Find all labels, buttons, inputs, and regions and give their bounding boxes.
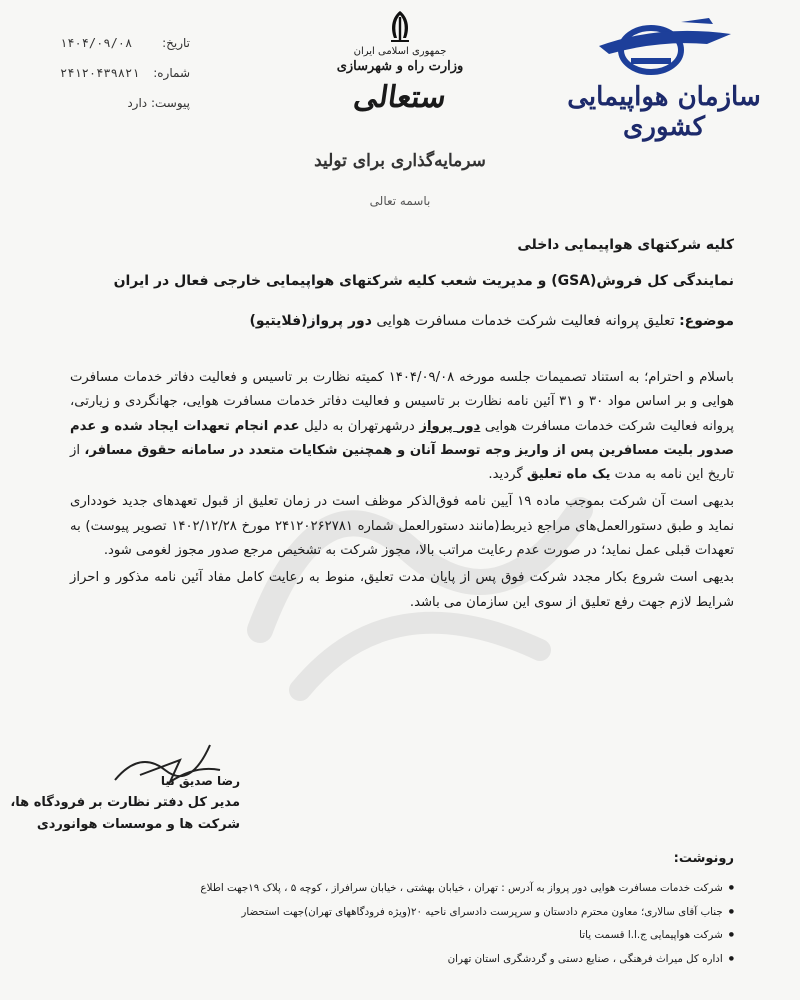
company-name: دور پرواز — [419, 418, 481, 434]
date-value: ۱۴۰۴/۰۹/۰۸ — [60, 36, 133, 50]
body-paragraph-2: بدیهی است آن شرکت بموجب ماده ۱۹ آیین نامه فوق‌الذکر موظف است در زمان تعلیق از قبول تعهدهای جدید خودداری نماید و طبق دستورالعمل‌های مراجع ذیربط(مانند دستورالعمل شماره ۲۴۱۲۰۲۶۲۷۸۱ مورخ ۱۴۰۲/۱۲/۲۸ تصویر پیوست) به تعهدات قبلی عمل نماید؛ در صورت عدم رعایت مراتب بالا، مجوز شرکت به تشخیص مرجع صدور مجوز لغومی شود. — [70, 494, 735, 559]
copies-title: رونوشت: — [673, 851, 734, 866]
suspension-period: یک ماه تعلیق — [526, 467, 611, 483]
letter-meta — [60, 28, 190, 118]
government-header — [300, 8, 500, 115]
signatory-name: رضا صدیق نیا — [160, 774, 240, 788]
attachment-label: پیوست: دارد — [127, 96, 190, 110]
date-row — [60, 28, 190, 58]
subject-company: دور پرواز(فلایتیو) — [249, 313, 372, 329]
year-slogan: سرمایه‌گذاری برای تولید — [314, 151, 486, 171]
recipient-line-2: نمایندگی کل فروش(GSA) و مدیریت شعب کلیه شرکتهای هواپیمایی خارجی فعال در ایران — [113, 273, 734, 289]
subject-text: تعلیق پروانه فعالیت شرکت خدمات مسافرت هوایی — [376, 313, 675, 329]
list-item: ● اداره کل میراث فرهنگی ، صنایع دستی و گردشگری استان تهران — [200, 947, 734, 971]
copies-list — [200, 876, 734, 970]
list-item: ● شرکت خدمات مسافرت هوایی دور پرواز به آدرس : تهران ، خیابان بهشتی ، خیابان سرافراز ، کوچه ۵ ، پلاک ۱۹جهت اطلاع — [200, 876, 734, 900]
republic-label: جمهوری اسلامی ایران — [353, 46, 447, 57]
body-paragraph-1: باسلام و احترام؛ به استناد تصمیمات جلسه مورخه ۱۴۰۴/۰۹/۰۸ کمیته نظارت بر تاسیس و فعالیت دفاتر خدمات مسافرت هوایی و بر اساس مواد ۳۰ و ۳۱ آئین نامه نظارت بر تاسیس و فعالیت دفاتر خدمات مسافرت هوایی، جهانگردی و زیارتی، پروانه فعالیت شرکت خدمات مسافرت هوایی دور پرواز درشهرتهران به دلیل عدم انجام تعهدات ایجاد شده و عدم صدور بلیت مسافرین پس از واریز وجه توسط آنان و همچنین شکایات متعدد در سامانه حقوق مسافر، از تاریخ این نامه به مدت یک ماه تعلیق گردید. — [70, 370, 734, 483]
list-item: ● شرکت هواپیمایی ج.ا.ا قسمت یاتا — [200, 923, 734, 947]
bism-line: باسمه تعالی — [369, 194, 431, 208]
signatory-title-2: شرکت ها و موسسات هوانوردی — [36, 817, 240, 832]
letter-body — [70, 366, 734, 615]
body-paragraph-3: بدیهی است شروع بکار مجدد شرکت فوق پس از پایان مدت تعلیق، منوط به رعایت کامل مفاد آئین نامه مذکور و احراز شرایط لازم جهت رفع تعلیق از سوی این سازمان می باشد. — [70, 570, 734, 610]
org-logo-block — [564, 10, 764, 142]
attachment-row — [60, 88, 190, 118]
signature-block — [10, 770, 240, 836]
recipient-line-1: کلیه شرکتهای هواپیمایی داخلی — [517, 237, 734, 253]
subject-label: موضوع: — [679, 313, 734, 329]
org-name: سازمان هواپیمایی کشوری — [567, 82, 761, 142]
tatal-mark: ستعالی — [351, 80, 449, 115]
number-row — [60, 58, 190, 88]
subject-line — [250, 313, 734, 329]
civil-aviation-logo-icon — [589, 10, 739, 78]
ministry-label: وزارت راه و شهرسازی — [336, 59, 464, 74]
number-label: شماره: — [153, 66, 190, 80]
list-item: ● جناب آقای سالاری؛ معاون محترم دادستان و سرپرست دادسرای ناحیه ۲۰(ویژه فرودگاههای تهران)جهت استحضار — [200, 900, 734, 924]
signatory-title-1: مدیر کل دفتر نظارت بر فرودگاه ها، — [10, 795, 240, 810]
number-value: ۲۴۱۲۰۴۳۹۸۲۱ — [60, 66, 140, 80]
iran-emblem-icon — [382, 8, 418, 44]
date-label: تاریخ: — [162, 36, 190, 50]
